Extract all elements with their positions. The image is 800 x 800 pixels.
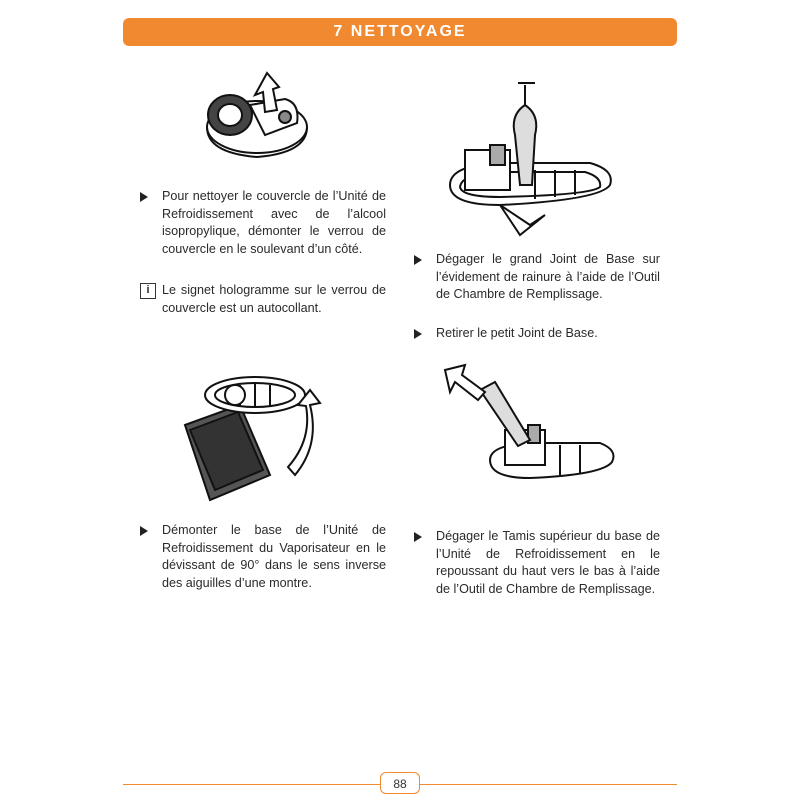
info-icon: i	[140, 283, 156, 299]
illustration-base-gasket	[440, 75, 620, 245]
section-title: 7 NETTOYAGE	[333, 23, 467, 40]
step-lid-latch: Pour nettoyer le couvercle de l’Unité de Refroidissement avec de l’alcool isopropylique, démonter le verrou de couvercle en le soulevant d’un côté.	[140, 188, 386, 258]
footer-line-right	[420, 784, 677, 785]
step-small-gasket: Retirer le petit Joint de Base.	[414, 325, 660, 343]
note-hologram: i Le signet hologramme sur le verrou de couvercle est un autocollant.	[140, 282, 386, 317]
illustration-top-screen	[440, 360, 620, 500]
illustration-lid-latch	[195, 65, 320, 170]
page-number: 88	[380, 772, 420, 794]
bullet-icon	[414, 329, 422, 339]
bullet-icon	[414, 532, 422, 542]
bullet-icon	[140, 192, 148, 202]
bullet-icon	[414, 255, 422, 265]
bullet-icon	[140, 526, 148, 536]
step-large-gasket: Dégager le grand Joint de Base sur l’évidement de rainure à l’aide de l’Outil de Chambre de Remplissage.	[414, 251, 660, 304]
step-top-screen: Dégager le Tamis supérieur du base de l’Unité de Refroidissement en le repoussant du haut vers le bas à l’aide de l’Outil de Chambre de Remplissage.	[414, 528, 660, 598]
section-header	[123, 18, 677, 46]
illustration-unscrew-base	[170, 365, 335, 505]
footer-line-left	[123, 784, 380, 785]
step-unscrew-base: Démonter le base de l’Unité de Refroidissement du Vaporisateur en le dévissant de 90° dans le sens inverse des aiguilles d’une montre.	[140, 522, 386, 592]
